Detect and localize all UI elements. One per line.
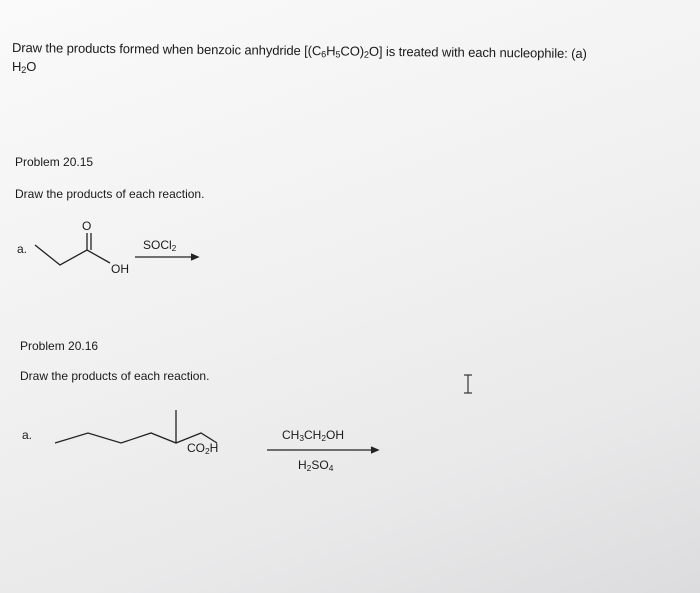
reagent-text: H — [298, 458, 307, 472]
reagent-text: SO — [311, 458, 329, 472]
question-text: H — [326, 43, 336, 59]
question-line-1 — [12, 40, 587, 61]
text-cursor-icon — [461, 373, 475, 395]
subscript: 2 — [21, 65, 27, 75]
subscript: 3 — [299, 433, 305, 443]
subscript: 2 — [306, 463, 312, 473]
hydroxyl-label: OH — [111, 262, 129, 276]
subscript: 4 — [328, 463, 334, 473]
question-line-2 — [12, 59, 36, 74]
question-text: O] is treated with each nucleophile: (a) — [368, 43, 587, 62]
question-text: CO) — [340, 43, 365, 59]
reagent-ethanol — [282, 428, 344, 442]
reaction-arrow — [135, 251, 205, 263]
reagent-sulfuric-acid — [298, 458, 333, 472]
question-text: H — [12, 59, 22, 74]
subscript: 5 — [335, 49, 341, 60]
carbonyl-oxygen-label: O — [82, 219, 92, 233]
subscript: 2 — [205, 446, 210, 456]
reagent-text: OH — [326, 428, 345, 442]
reagent-text: CH — [282, 428, 300, 442]
carboxyl-group-label — [187, 441, 218, 455]
label-text: CO — [187, 441, 205, 455]
reaction-arrow — [267, 444, 387, 456]
part-label: a. — [17, 242, 28, 256]
part-label: a. — [22, 428, 33, 442]
question-text: Draw the products formed when benzoic anhydride [(C — [11, 40, 322, 59]
subscript: 2 — [321, 433, 327, 443]
problem-20-15-title: Problem 20.15 — [15, 155, 94, 169]
question-text: O — [26, 59, 37, 74]
subscript: 2 — [171, 243, 177, 253]
subscript: 2 — [363, 49, 369, 60]
label-text: H — [209, 441, 219, 455]
reagent-socl2 — [143, 238, 176, 252]
problem-20-15-instruction: Draw the products of each reaction. — [15, 187, 205, 201]
reagent-text: CH — [304, 428, 322, 442]
subscript: 6 — [321, 49, 327, 60]
problem-20-16-instruction: Draw the products of each reaction. — [20, 369, 210, 383]
reagent-text: SOCl — [143, 238, 172, 252]
problem-20-16-title: Problem 20.16 — [20, 339, 99, 353]
